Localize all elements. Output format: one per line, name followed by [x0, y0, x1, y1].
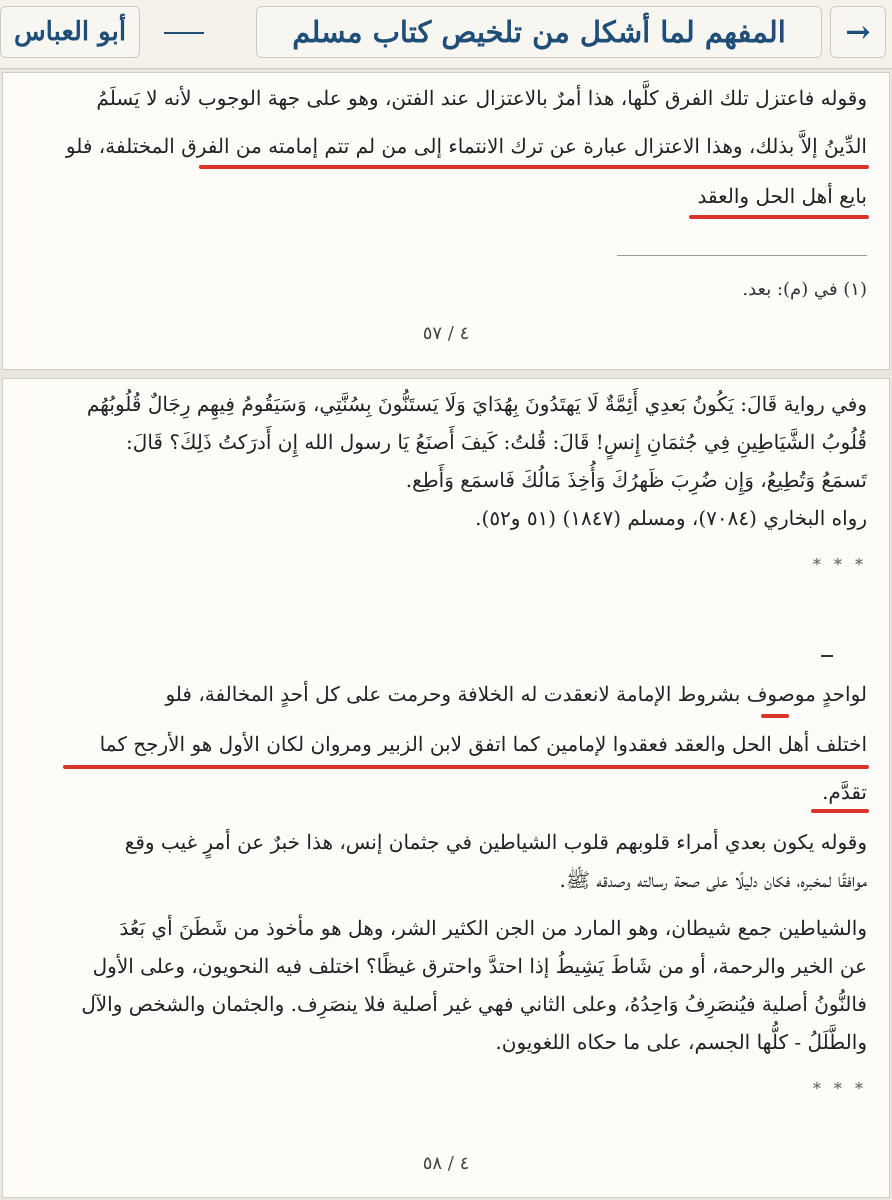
top-bar — [0, 0, 892, 69]
text-line: الدِّينُ إلاَّ بذلك، وهذا الاعتزال عبارة عن ترك الانتماء إلى من لم تتم إمامته من الفرق المختلفة، فلو — [65, 134, 867, 158]
hadith-line: قُلُوبُ الشَّيَاطِينِ فِي جُثمَانِ إِنسٍ! قَالَ: قُلتُ: كَيفَ أَصنَعُ يَا رسول الله إِن أَدرَكتُ ذَلِكَ؟ قَالَ: — [126, 430, 867, 454]
page-number: ٤ / ٥٧ — [422, 323, 470, 344]
page-58 — [2, 378, 890, 1198]
text-line: والطَّلَلُ - كلُّها الجسم، على ما حكاه اللغويون. — [495, 1030, 867, 1054]
section-stars: * * * — [812, 555, 867, 574]
page-number: ٤ / ٥٨ — [422, 1153, 470, 1174]
back-arrow-icon[interactable]: → — [830, 6, 886, 58]
hadith-source: رواه البخاري (٧٠٨٤)، ومسلم (١٨٤٧) (٥١ و٥٢). — [475, 506, 867, 530]
text-line: بايع أهل الحل والعقد — [697, 184, 867, 208]
footnote: (١) في (م): بعد. — [742, 279, 867, 300]
highlight-underline — [63, 765, 869, 769]
page-57 — [2, 72, 890, 370]
hadith-line: وفي رواية قَالَ: يَكُونُ بَعدِي أَئِمَّةٌ لَا يَهتَدُونَ بِهُدَايَ وَلَا يَستَنُّونَ بِسُنَّتِي، وَسَيَقُومُ فِيهِم رِجَالٌ قُلُوبُهُم — [86, 392, 867, 416]
book-title[interactable]: المفهم لما أشكل من تلخيص كتاب مسلم — [256, 6, 822, 58]
text-line: اختلف أهل الحل والعقد فعقدوا لإمامين كما اتفق لابن الزبير ومروان لكان الأول هو الأرجح كما — [99, 732, 867, 756]
text-line: لواحدٍ موصوف بشروط الإمامة لانعقدت له الخلافة وحرمت على كل أحدٍ المخالفة، فلو — [165, 682, 867, 706]
highlight-underline — [811, 809, 869, 813]
title-separator — [164, 32, 204, 34]
highlight-underline — [689, 215, 869, 219]
small-dash — [821, 655, 833, 657]
text-line: تقدَّم. — [822, 780, 867, 804]
hadith-line: تَسمَعُ وَتُطِيعُ، وَإِن ضُرِبَ ظَهرُكَ وَأُخِذَ مَالُكَ فَاسمَع وَأَطِع. — [405, 468, 867, 492]
author-name[interactable]: أبو العباس — [0, 6, 140, 58]
highlight-underline — [761, 714, 789, 718]
text-line: والشياطين جمع شيطان، وهو المارد من الجن الكثير الشر، وهل هو مأخوذ من شَطَنَ أي بَعُدَ — [119, 916, 867, 940]
text-line: وقوله فاعتزل تلك الفرق كلَّها، هذا أمرٌ بالاعتزال عند الفتن، وهو على جهة الوجوب لأنه لا يَسلَمُ — [96, 86, 867, 110]
text-line: عن الخير والرحمة، أو من شَاطَ يَشِيطُ إذا احتدَّ واحترق غيظًا؟ اختلف فيه النحويون، وعلى الأول — [92, 954, 867, 978]
footnote-divider — [617, 255, 867, 256]
text-line: وقوله يكون بعدي أمراء قلوبهم قلوب الشياطين في جثمان إنس، هذا خبرٌ عن أمرٍ غيب وقع — [124, 830, 867, 854]
section-stars: * * * — [812, 1079, 867, 1098]
text-line: فالنُّونُ أصلية فيُنصَرِفُ وَاحِدُهُ، وعلى الثاني فهي غير أصلية فلا ينصَرِف. والجثمان والشخص والآل — [81, 992, 867, 1016]
text-line: موافقًا لمخبره، فكان دليلًا على صحة رسالته وصدقه ﷺ. — [559, 868, 867, 892]
highlight-underline — [199, 165, 869, 169]
